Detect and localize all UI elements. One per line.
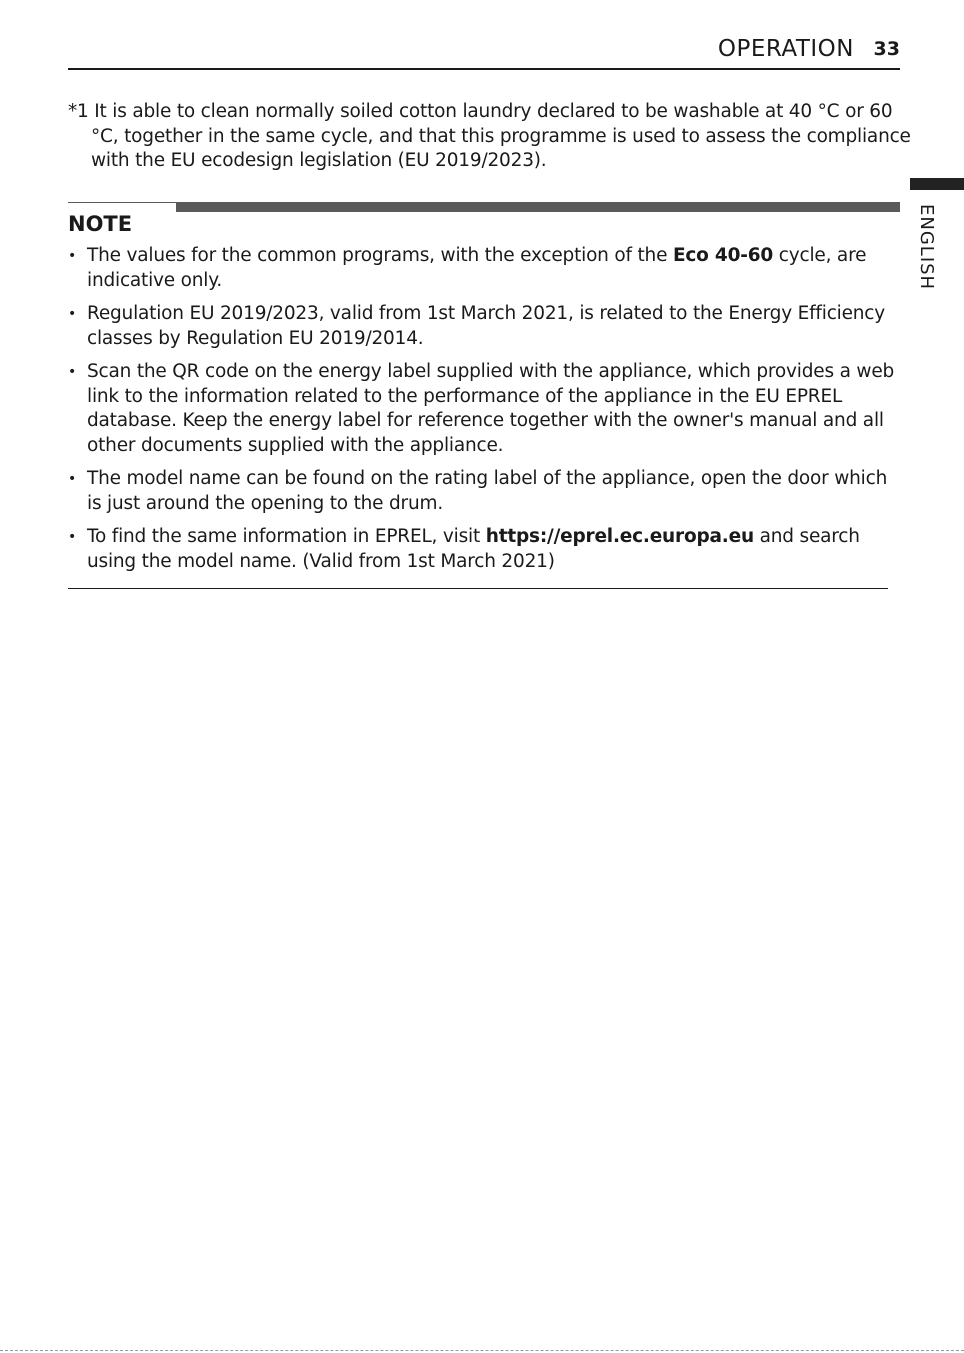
note-item: [68, 525, 900, 574]
page-edge-guide: [0, 1350, 964, 1351]
language-tab-marker: [910, 178, 964, 190]
note-text: Scan the QR code on the energy label supplied with the appliance, which provides a web link to the information related to the performance of the appliance in the EU EPREL database. Keep the energy label for reference together with the owner's manual and all other documents supplied with the appliance.: [87, 361, 895, 456]
footnote: *1 It is able to clean normally soiled cotton laundry declared to be washable at 40 °C or 60 °C, together in the same cycle, and that this programme is used to assess the compliance with the EU ecodesign legislation (EU 2019/2023).: [68, 101, 911, 171]
bullet-icon: •: [68, 306, 77, 322]
note-heading: NOTE: [68, 212, 133, 236]
note-divider-thin: [68, 202, 176, 203]
note-emphasis: Eco 40-60: [672, 245, 774, 266]
page-header: [68, 34, 900, 70]
note-item: [68, 467, 900, 516]
note-text: cycle, are indicative only.: [87, 245, 867, 291]
note-divider-bar: [176, 202, 900, 212]
note-text: and search using the model name. (Valid from 1st March 2021): [87, 526, 860, 572]
note-item: [68, 360, 900, 458]
bullet-icon: •: [68, 364, 77, 380]
bullet-icon: •: [68, 248, 77, 264]
note-list: [68, 244, 900, 583]
bullet-icon: •: [68, 529, 77, 545]
note-text: To find the same information in EPREL, visit: [87, 526, 486, 547]
section-title: OPERATION: [717, 36, 854, 62]
bullet-icon: •: [68, 471, 77, 487]
note-text: The values for the common programs, with the exception of the: [87, 245, 673, 266]
note-text: The model name can be found on the rating label of the appliance, open the door which is just around the opening to the drum.: [87, 468, 888, 514]
eprel-link[interactable]: https://eprel.ec.europa.eu: [485, 526, 754, 547]
language-tab-label: ENGLISH: [916, 204, 937, 291]
note-text: Regulation EU 2019/2023, valid from 1st March 2021, is related to the Energy Efficiency classes by Regulation EU 2019/2014.: [87, 303, 886, 349]
note-bottom-rule: [68, 588, 888, 589]
note-item: [68, 302, 900, 351]
page-number: 33: [873, 38, 900, 60]
note-item: [68, 244, 900, 293]
